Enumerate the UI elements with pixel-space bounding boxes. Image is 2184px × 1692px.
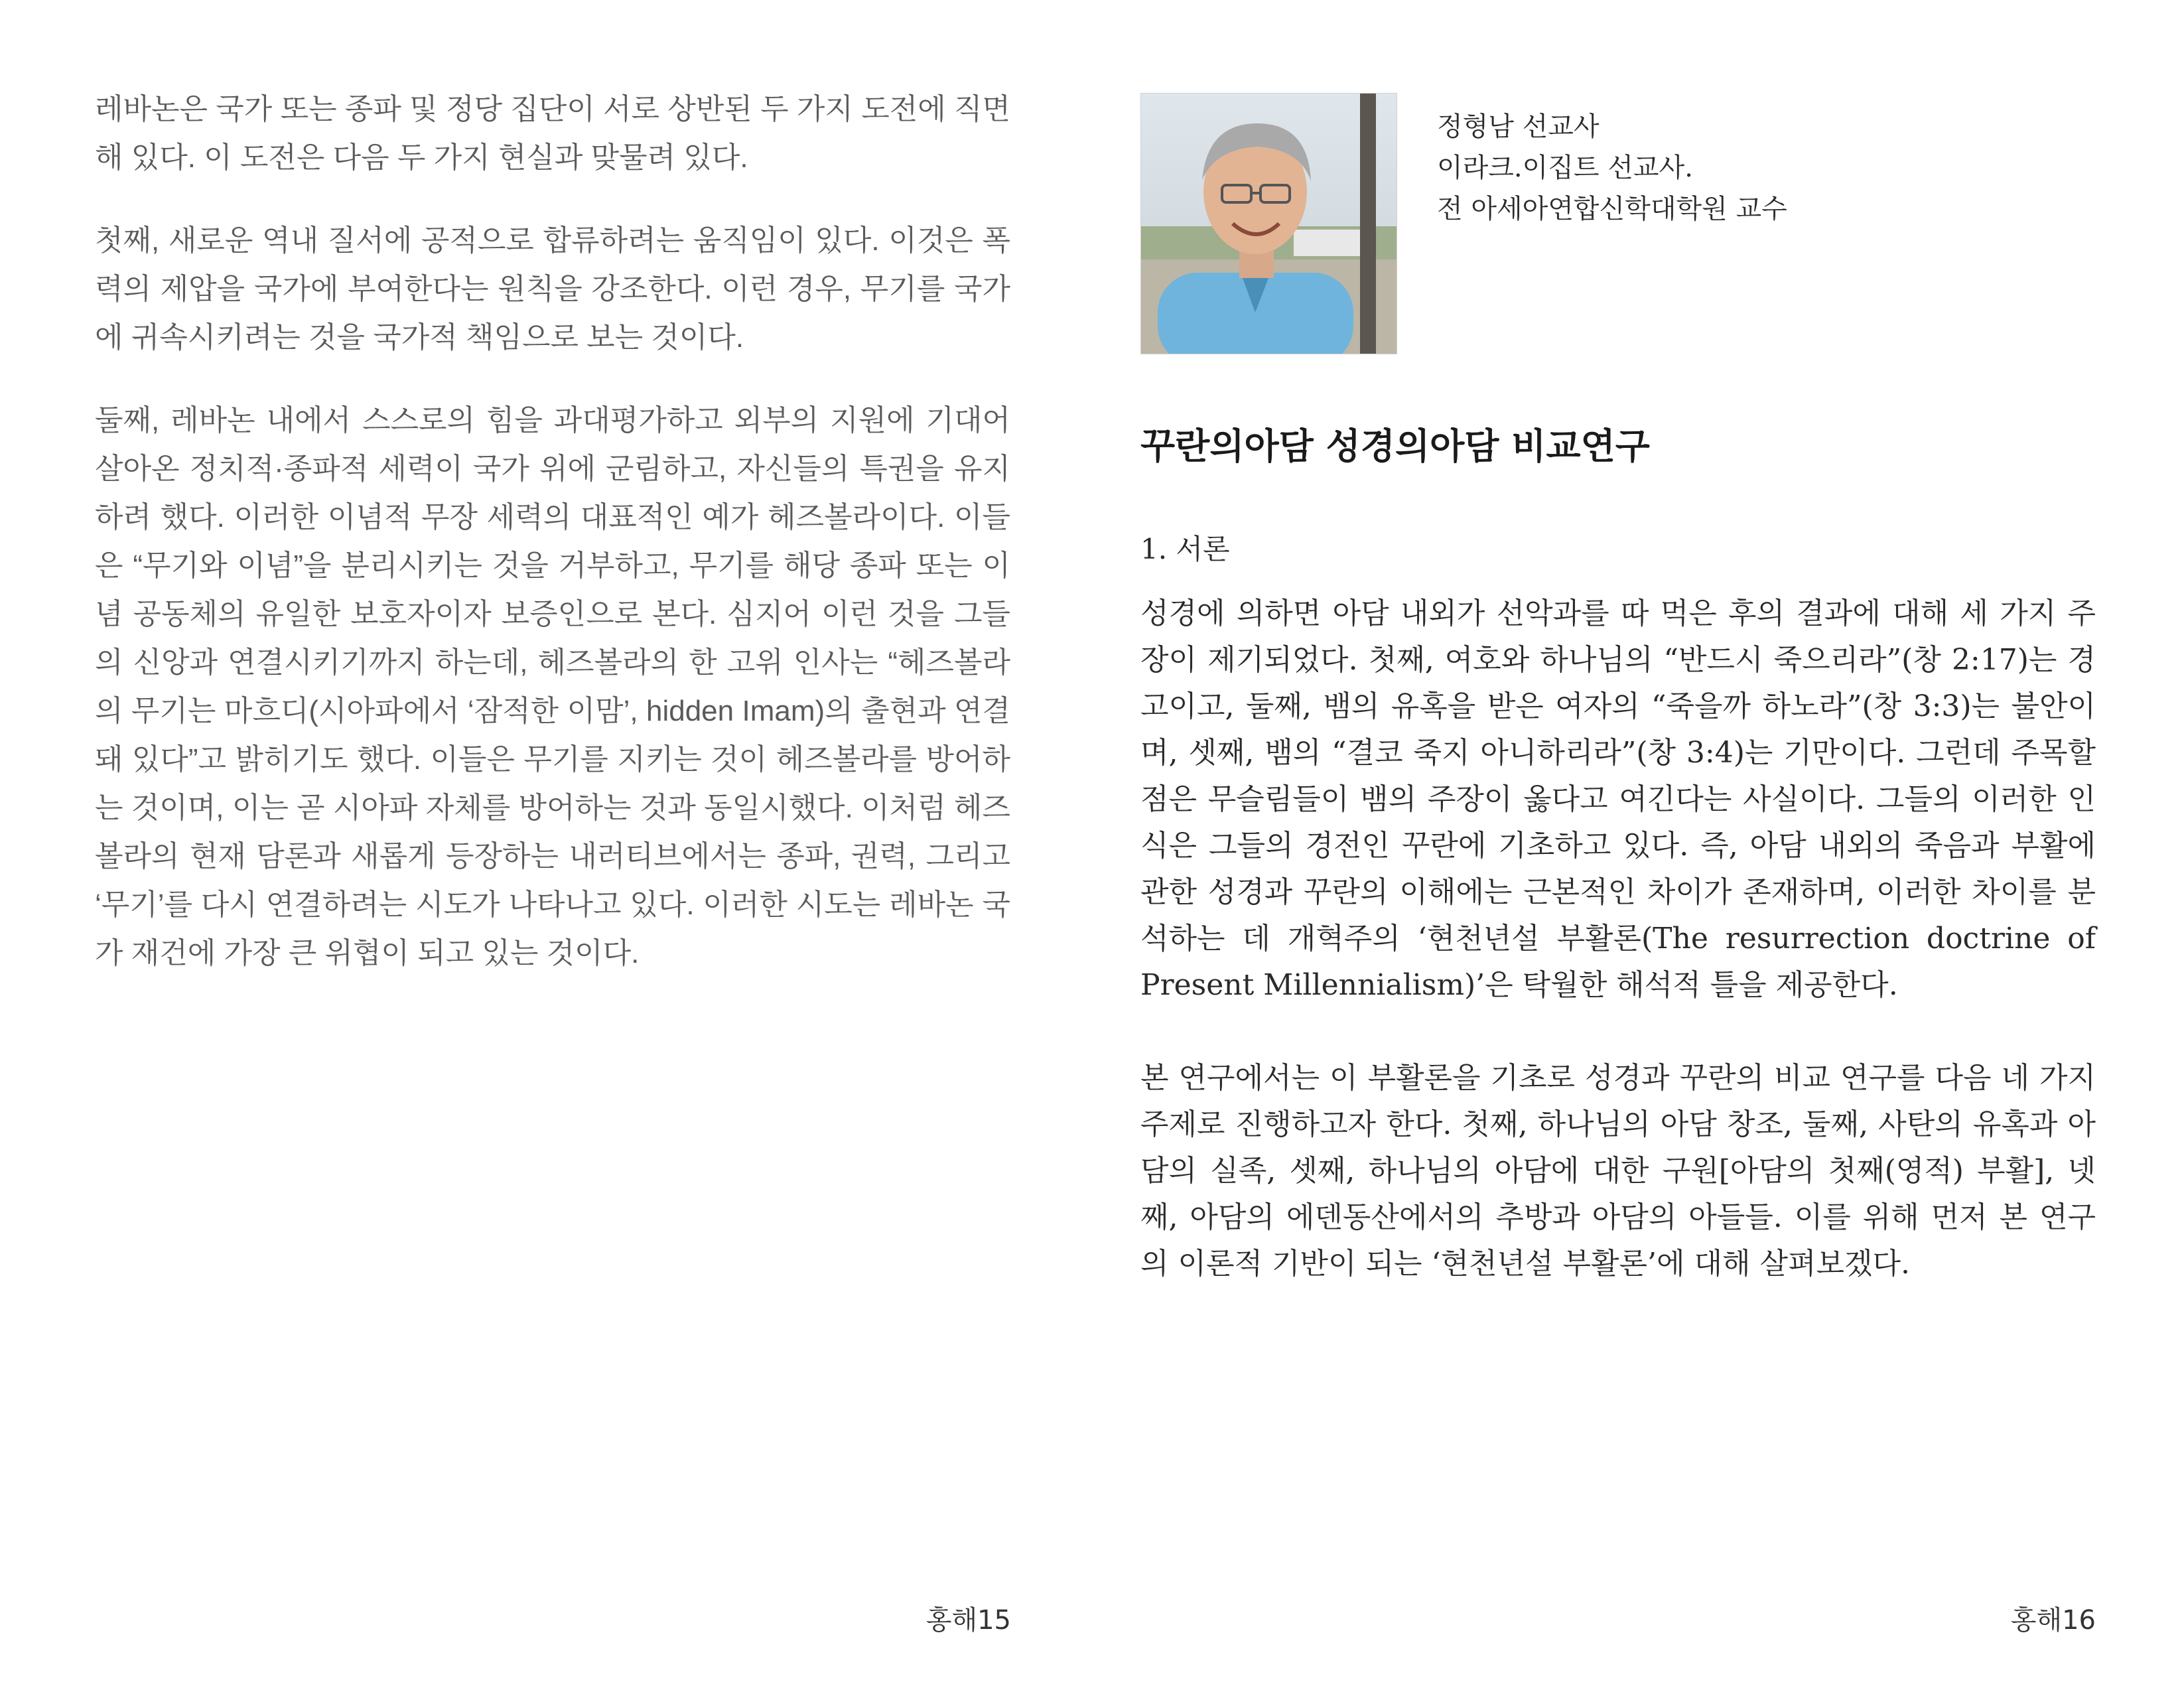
right-page — [1092, 0, 2184, 1692]
left-body-text — [95, 85, 1010, 1012]
left-paragraph-1: 레바논은 국가 또는 종파 및 정당 집단이 서로 상반된 두 가지 도전에 직면해 있다. 이 도전은 다음 두 가지 현실과 맞물려 있다. — [95, 93, 1010, 174]
left-paragraph-3: 둘째, 레바논 내에서 스스로의 힘을 과대평가하고 외부의 지원에 기대어 살아온 정치적·종파적 세력이 국가 위에 군림하고, 자신들의 특권을 유지하려 했다. 이러한 이념적 무장 세력의 대표적인 예가 헤즈볼라이다. 이들은 “무기와 이념”을 분리시키는 것을 거부하고, 무기를 해당 종파 또는 이념 공동체의 유일한 보호자이자 보증인으로 본다. 심지어 이런 것을 그들의 신앙과 연결시키기까지 하는데, 헤즈볼라의 한 고위 인사는 “헤즈볼라의 무기는 마흐디(시아파에서 ‘잠적한 이맘’, hidden Imam)의 출현과 연결돼 있다”고 밝히기도 했다. 이들은 무기를 지키는 것이 헤즈볼라를 방어하는 것이며, 이는 곧 시아파 자체를 방어하는 것과 동일시했다. 이처럼 헤즈볼라의 현재 담론과 새롭게 등장하는 내러티브에서는 종파, 권력, 그리고 ‘무기’를 다시 연결하려는 시도가 나타나고 있다. 이러한 시도는 레바논 국가 재건에 가장 큰 위협이 되고 있는 것이다. — [95, 404, 1010, 969]
author-position: 전 아세아연합신학대학원 교수 — [1437, 194, 1787, 224]
article-title: 꾸란의아담 성경의아담 비교연구 — [1140, 425, 1650, 467]
page-number-left: 홍해15 — [925, 1605, 1011, 1636]
page-number-right: 홍해16 — [2010, 1605, 2096, 1636]
author-role: 이라크.이집트 선교사. — [1437, 153, 1693, 183]
right-paragraph-1: 성경에 의하면 아담 내외가 선악과를 따 먹은 후의 결과에 대해 세 가지 주장이 제기되었다. 첫째, 여호와 하나님의 “반드시 죽으리라”(창 2:17)는 경고이고, 둘째, 뱀의 유혹을 받은 여자의 “죽을까 하노라”(창 3:3)는 불안이며, 셋째, 뱀의 “결코 죽지 아니하리라”(창 3:4)는 기만이다. 그런데 주목할 점은 무슬림들이 뱀의 주장이 옳다고 여긴다는 사실이다. 그들의 이러한 인식은 그들의 경전인 꾸란에 기초하고 있다. 즉, 아담 내외의 죽음과 부활에 관한 성경과 꾸란의 이해에는 근본적인 차이가 존재하며, 이러한 차이를 분석하는 데 개혁주의 ‘현천년설 부활론(The resurrection doctrine of Present Millennialism)’은 탁월한 해석적 틀을 제공한다. — [1140, 597, 2096, 1002]
right-body-text — [1140, 591, 2096, 1334]
section-heading: 1. 서론 — [1140, 533, 1230, 565]
author-photo — [1140, 93, 1397, 354]
right-paragraph-2: 본 연구에서는 이 부활론을 기초로 성경과 꾸란의 비교 연구를 다음 네 가지 주제로 진행하고자 한다. 첫째, 하나님의 아담 창조, 둘째, 사탄의 유혹과 아담의 실족, 셋째, 하나님의 아담에 대한 구원[아담의 첫째(영적) 부활], 넷째, 아담의 에덴동산에서의 추방과 아담의 아들들. 이를 위해 먼저 본 연구의 이론적 기반이 되는 ‘현천년설 부활론’에 대해 살펴보겠다. — [1140, 1061, 2096, 1281]
author-name: 정형남 선교사 — [1437, 111, 1600, 142]
left-paragraph-2: 첫째, 새로운 역내 질서에 공적으로 합류하려는 움직임이 있다. 이것은 폭력의 제압을 국가에 부여한다는 원칙을 강조한다. 이런 경우, 무기를 국가에 귀속시키려는 것을 국가적 책임으로 보는 것이다. — [95, 224, 1010, 354]
author-info — [1437, 106, 1787, 230]
